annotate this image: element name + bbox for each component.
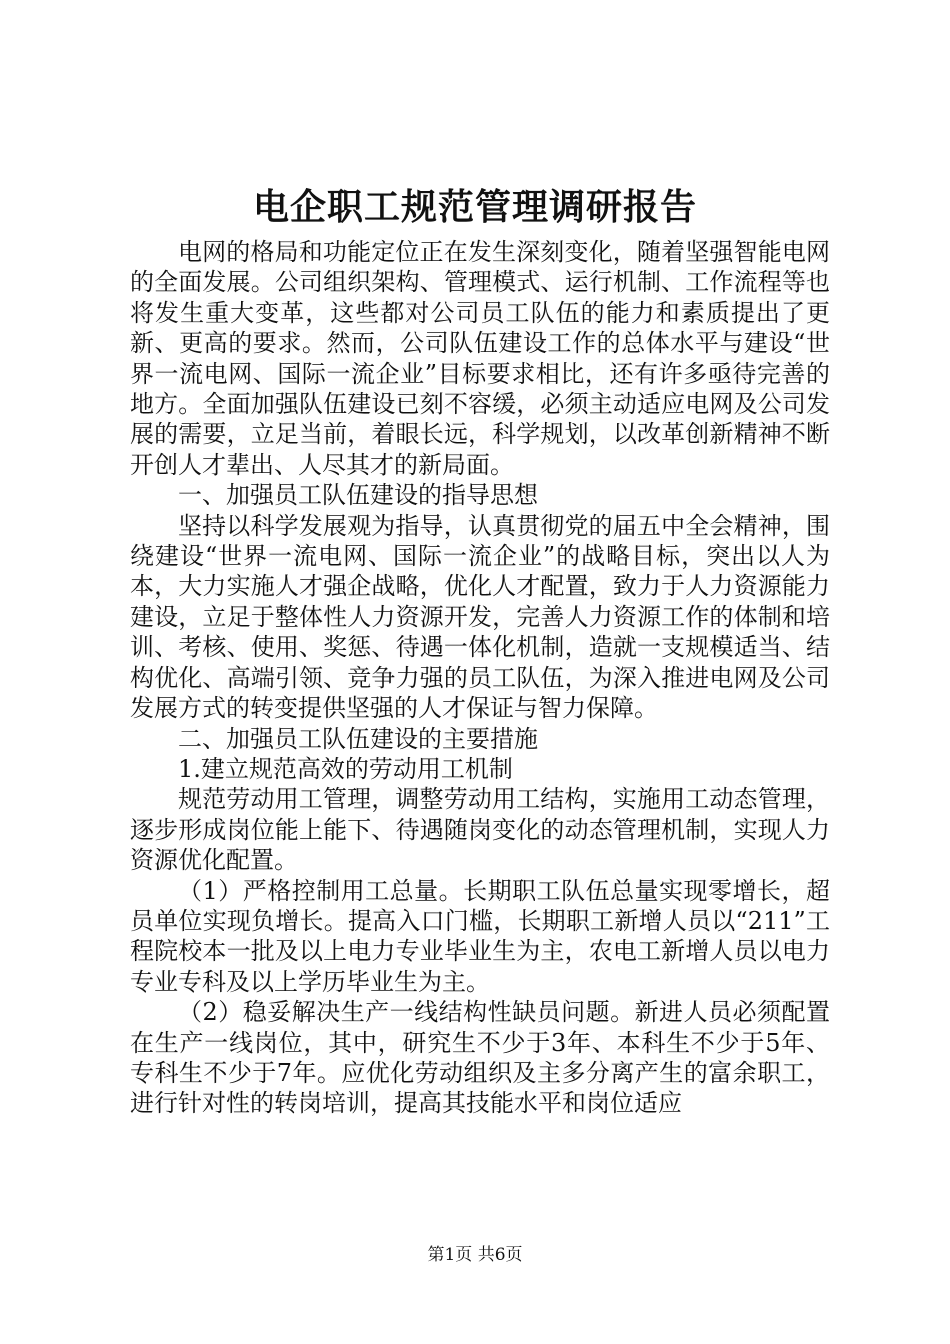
paragraph-item-2: （2）稳妥解决生产一线结构性缺员问题。新进人员必须配置在生产一线岗位，其中，研究生不少于3年、本科生不少于5年、专科生不少于7年。应优化劳动组织及主多分离产生的富余职工，进行针对性的转岗培训，提高其技能水平和岗位适应 [130,998,830,1118]
section-heading-guiding-ideology: 一、加强员工队伍建设的指导思想 [178,481,538,510]
paragraph-intro: 电网的格局和功能定位正在发生深刻变化，随着坚强智能电网的全面发展。公司组织架构、管理模式、运行机制、工作流程等也将发生重大变革，这些都对公司员工队伍的能力和素质提出了更新、更高的要求。然而，公司队伍建设工作的总体水平与建设“世界一流电网、国际一流企业”目标要求相比，还有许多亟待完善的地方。全面加强队伍建设已刻不容缓，必须主动适应电网及公司发展的需要，立足当前，着眼长远，科学规划，以改革创新精神不断开创人才辈出、人尽其才的新局面。 [130,238,830,479]
section-heading-main-measures: 二、加强员工队伍建设的主要措施 [178,724,538,753]
paragraph-guiding-ideology: 坚持以科学发展观为指导，认真贯彻党的届五中全会精神，围绕建设“世界一流电网、国际一流企业”的战略目标，突出以人为本，大力实施人才强企战略，优化人才配置，致力于人力资源能力建设，立足于整体性人力资源开发，完善人力资源工作的体制和培训、考核、使用、奖惩、待遇一体化机制，造就一支规模适当、结构优化、高端引领、竞争力强的员工队伍，为深入推进电网及公司发展方式的转变提供坚强的人才保证与智力保障。 [130,511,830,723]
document-body [130,237,830,1119]
paragraph-labor-management: 规范劳动用工管理，调整劳动用工结构，实施用工动态管理，逐步形成岗位能上能下、待遇随岗变化的动态管理机制，实现人力资源优化配置。 [130,785,830,875]
subsection-heading-labor-mechanism: 1.建立规范高效的劳动用工机制 [178,754,513,783]
paragraph-item-1: （1）严格控制用工总量。长期职工队伍总量实现零增长，超员单位实现负增长。提高入口门槛，长期职工新增人员以“211”工程院校本一批及以上电力专业毕业生为主，农电工新增人员以电力专业专科及以上学历毕业生为主。 [130,876,830,996]
document-title: 电企职工规范管理调研报告 [252,187,697,228]
page-footer: 第1页 共6页 [427,1245,523,1265]
